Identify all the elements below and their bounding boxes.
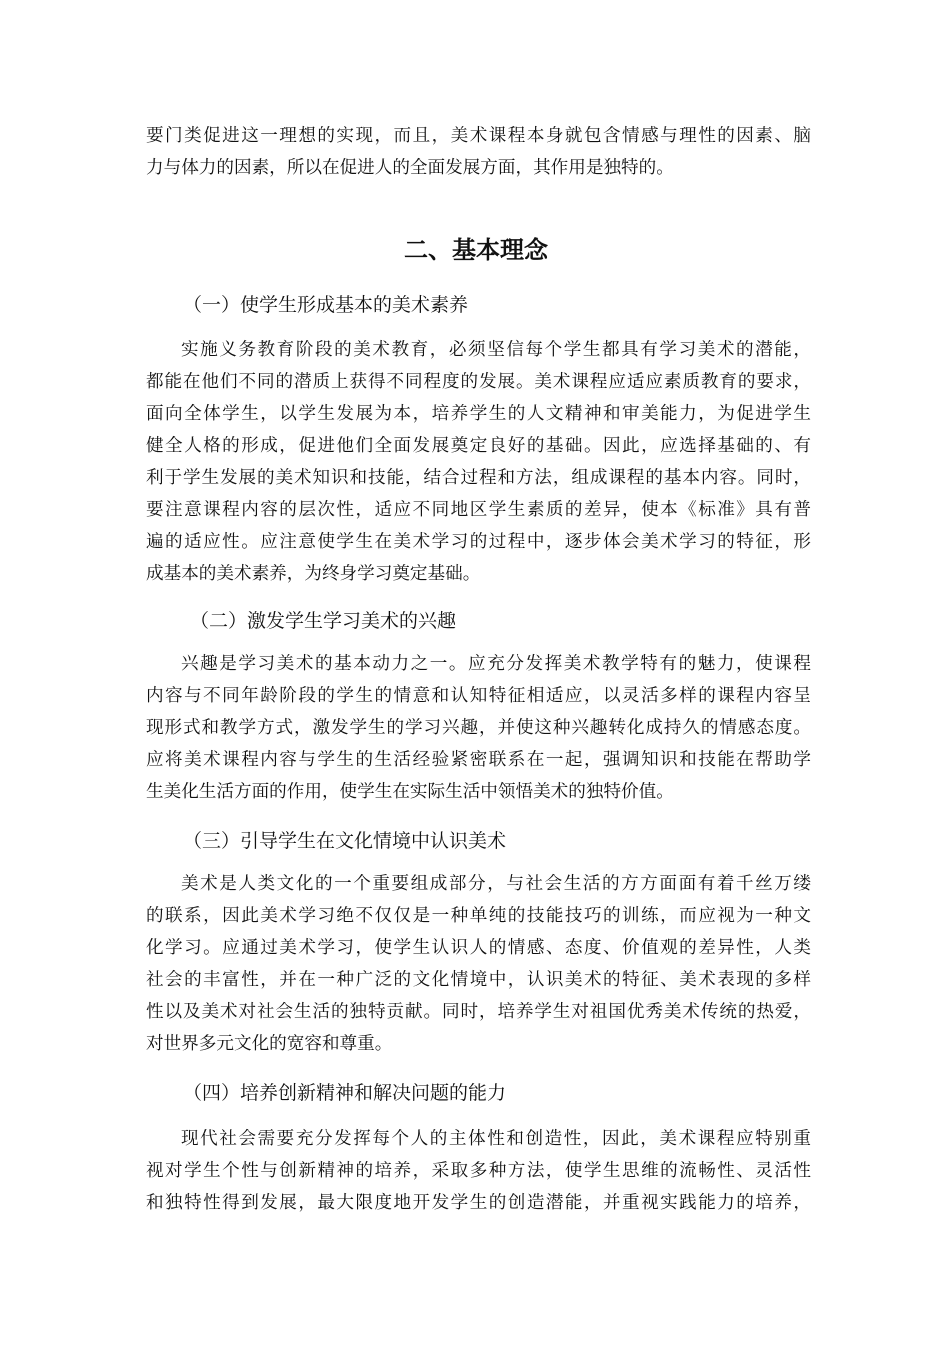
text-line: 实施义务教育阶段的美术教育，必须坚信每个学生都具有学习美术的潜能， <box>181 340 811 360</box>
subsection-heading-4: （四）培养创新精神和解决问题的能力 <box>183 1082 507 1104</box>
text-line: 要门类促进这一理想的实现，而且，美术课程本身就包含情感与理性的因素、脑 <box>146 126 811 146</box>
text-line: 化学习。应通过美术学习，使学生认识人的情感、态度、价值观的差异性，人类 <box>146 938 811 958</box>
text-line: 内容与不同年龄阶段的学生的情意和认知特征相适应，以灵活多样的课程内容呈 <box>146 686 811 706</box>
text-line: 对世界多元文化的宽容和尊重。 <box>146 1034 393 1054</box>
text-line: 应将美术课程内容与学生的生活经验紧密联系在一起，强调知识和技能在帮助学 <box>146 750 811 770</box>
subsection-heading-1: （一）使学生形成基本的美术素养 <box>183 294 469 316</box>
subsection-paragraph-2 <box>146 648 811 808</box>
text-line: 都能在他们不同的潜质上获得不同程度的发展。美术课程应适应素质教育的要求， <box>146 372 811 392</box>
text-line: 遍的适应性。应注意使学生在美术学习的过程中，逐步体会美术学习的特征，形 <box>146 532 811 552</box>
text-line: 社会的丰富性，并在一种广泛的文化情境中，认识美术的特征、美术表现的多样 <box>146 970 811 990</box>
subsection-paragraph-4 <box>146 1123 811 1219</box>
text-line: 的联系，因此美术学习绝不仅仅是一种单纯的技能技巧的训练，而应视为一种文 <box>146 906 811 926</box>
text-line: 和独特性得到发展，最大限度地开发学生的创造潜能，并重视实践能力的培养， <box>146 1193 811 1213</box>
section-title: 二、基本理念 <box>404 236 548 264</box>
text-line: 利于学生发展的美术知识和技能，结合过程和方法，组成课程的基本内容。同时， <box>146 468 811 488</box>
text-line: 要注意课程内容的层次性，适应不同地区学生素质的差异，使本《标准》具有普 <box>146 500 811 520</box>
text-line: 性以及美术对社会生活的独特贡献。同时，培养学生对祖国优秀美术传统的热爱， <box>146 1002 811 1022</box>
subsection-paragraph-3 <box>146 868 811 1060</box>
text-line: 现代社会需要充分发挥每个人的主体性和创造性，因此，美术课程应特别重 <box>181 1129 811 1149</box>
subsection-paragraph-1 <box>146 334 811 590</box>
text-line: 健全人格的形成，促进他们全面发展奠定良好的基础。因此，应选择基础的、有 <box>146 436 811 456</box>
text-line: 现形式和教学方式，激发学生的学习兴趣，并使这种兴趣转化成持久的情感态度。 <box>146 718 811 738</box>
subsection-heading-2: （二）激发学生学习美术的兴趣 <box>190 610 457 632</box>
text-line: 面向全体学生，以学生发展为本，培养学生的人文精神和审美能力，为促进学生 <box>146 404 811 424</box>
text-line: 成基本的美术素养，为终身学习奠定基础。 <box>146 564 481 584</box>
text-line: 兴趣是学习美术的基本动力之一。应充分发挥美术教学特有的魅力，使课程 <box>181 654 811 674</box>
intro-paragraph <box>146 120 811 184</box>
subsection-heading-3: （三）引导学生在文化情境中认识美术 <box>183 830 507 852</box>
text-line: 美术是人类文化的一个重要组成部分，与社会生活的方方面面有着千丝万缕 <box>181 874 811 894</box>
text-line: 力与体力的因素，所以在促进人的全面发展方面，其作用是独特的。 <box>146 158 674 178</box>
text-line: 视对学生个性与创新精神的培养，采取多种方法，使学生思维的流畅性、灵活性 <box>146 1161 811 1181</box>
text-line: 生美化生活方面的作用，使学生在实际生活中领悟美术的独特价值。 <box>146 782 674 802</box>
